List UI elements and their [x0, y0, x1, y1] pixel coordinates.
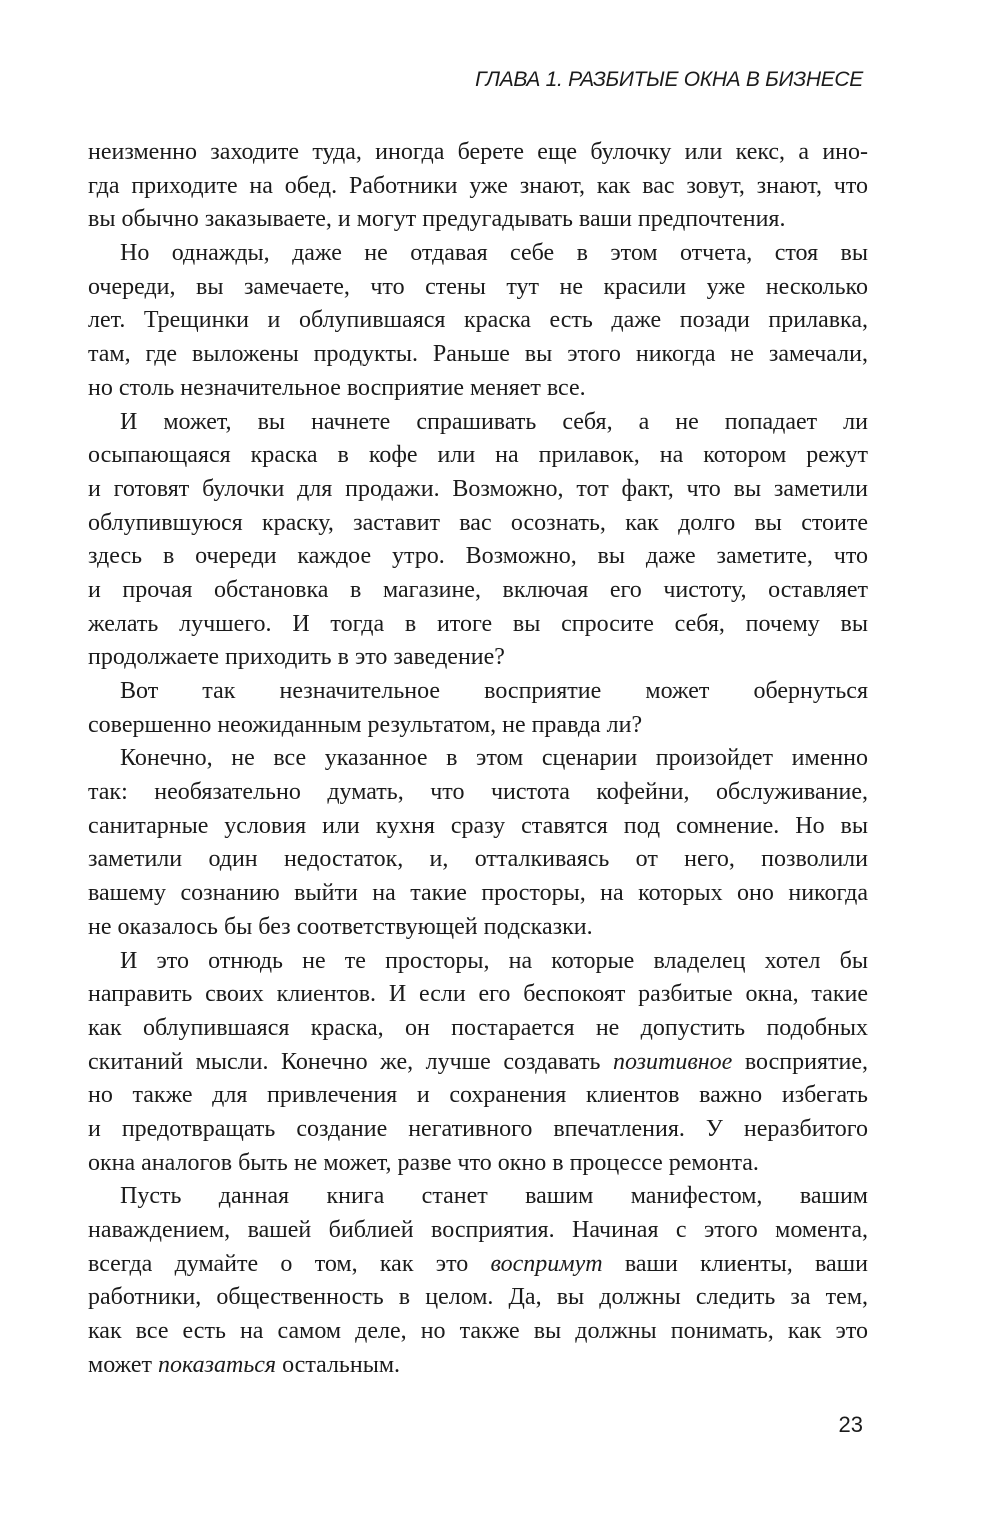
- text-line: так: необязательно думать, что чистота кофейни, обслуживание,: [88, 779, 868, 806]
- text-line: [88, 1349, 868, 1383]
- text-line: [88, 1046, 868, 1080]
- text-line: работники, общественность в целом. Да, вы должны следить за тем,: [88, 1284, 868, 1311]
- text-line: вы обычно заказываете, и могут предугадывать ваши предпочтения.: [88, 206, 786, 233]
- text-line: Конечно, не все указанное в этом сценарии произойдет именно: [120, 745, 868, 772]
- text-segment: восприятие,: [732, 1048, 868, 1075]
- text-segment: скитаний мысли. Конечно же, лучше создавать: [88, 1048, 613, 1075]
- text-line: Пусть данная книга станет вашим манифестом, вашим: [120, 1183, 868, 1210]
- text-line: вашему сознанию выйти на такие просторы, на которых оно никогда: [88, 880, 868, 907]
- text-line: и предотвращать создание негативного впечатления. У неразбитого: [88, 1115, 868, 1142]
- text-line: И это отнюдь не те просторы, на которые владелец хотел бы: [120, 947, 868, 974]
- text-line: санитарные условия или кухня сразу ставятся под сомнение. Но вы: [88, 812, 868, 839]
- text-line: окна аналогов быть не может, разве что окно в процессе ремонта.: [88, 1149, 759, 1176]
- text-segment: ваши клиенты, ваши: [602, 1250, 869, 1277]
- paragraph: [88, 742, 868, 944]
- text-line: там, где выложены продукты. Раньше вы этого никогда не замечали,: [88, 341, 868, 368]
- emphasis: позитивное: [612, 1048, 733, 1075]
- paragraph: [88, 406, 868, 676]
- page-body: [88, 136, 868, 1382]
- text-line: но также для привлечения и сохранения клиентов важно избегать: [88, 1082, 868, 1109]
- paragraph: [88, 136, 868, 237]
- paragraph: [88, 1180, 868, 1382]
- text-line: осыпающаяся краска в кофе или на прилавок, на котором режут: [88, 442, 868, 469]
- text-line: лет. Трещинки и облупившаяся краска есть даже позади прилавка,: [88, 307, 868, 334]
- text-line: здесь в очереди каждое утро. Возможно, вы даже заметите, что: [88, 543, 868, 570]
- text-line: желать лучшего. И тогда в итоге вы спросите себя, почему вы: [88, 610, 868, 637]
- text-line: заметили один недостаток, и, отталкиваясь от него, позволили: [88, 846, 868, 873]
- running-head: ГЛАВА 1. РАЗБИТЫЕ ОКНА В БИЗНЕСЕ: [475, 68, 863, 91]
- text-segment: может: [88, 1351, 158, 1378]
- text-line: и готовят булочки для продажи. Возможно, тот факт, что вы заметили: [88, 475, 868, 502]
- text-line: [88, 1248, 868, 1282]
- text-line: совершенно неожиданным результатом, не правда ли?: [88, 711, 643, 738]
- paragraph: [88, 945, 868, 1181]
- text-line: Но однажды, даже не отдавая себе в этом отчета, стоя вы: [120, 240, 868, 267]
- text-line: очереди, вы замечаете, что стены тут не красили уже несколько: [88, 273, 868, 300]
- text-line: как все есть на самом деле, но также вы должны понимать, как это: [88, 1318, 868, 1345]
- text-line: облупившуюся краску, заставит вас осознать, как долго вы стоите: [88, 509, 868, 536]
- emphasis: показаться: [158, 1351, 277, 1378]
- text-line: неизменно заходите туда, иногда берете еще булочку или кекс, а ино-: [88, 139, 868, 165]
- text-line: продолжаете приходить в это заведение?: [88, 644, 505, 671]
- text-line: и прочая обстановка в магазине, включая его чистоту, оставляет: [88, 576, 868, 603]
- page-number: 23: [838, 1412, 863, 1437]
- text-segment: остальным.: [276, 1351, 401, 1378]
- text-line: не оказалось бы без соответствующей подсказки.: [88, 913, 593, 940]
- text-line: как облупившаяся краска, он постарается не допустить подобных: [88, 1014, 868, 1041]
- emphasis: воспримут: [490, 1250, 603, 1277]
- text-segment: всегда думайте о том, как это: [88, 1250, 491, 1277]
- paragraph: [88, 675, 868, 742]
- text-line: наваждением, вашей библией восприятия. Начиная с этого момента,: [88, 1217, 868, 1243]
- text-line: гда приходите на обед. Работники уже знают, как вас зовут, знают, что: [88, 172, 868, 199]
- text-line: И может, вы начнете спрашивать себя, а не попадает ли: [120, 408, 868, 435]
- paragraph: [88, 237, 868, 405]
- text-line: но столь незначительное восприятие меняет все.: [88, 374, 586, 401]
- text-line: Вот так незначительное восприятие может обернуться: [120, 678, 868, 704]
- text-line: направить своих клиентов. И если его беспокоят разбитые окна, такие: [88, 981, 868, 1008]
